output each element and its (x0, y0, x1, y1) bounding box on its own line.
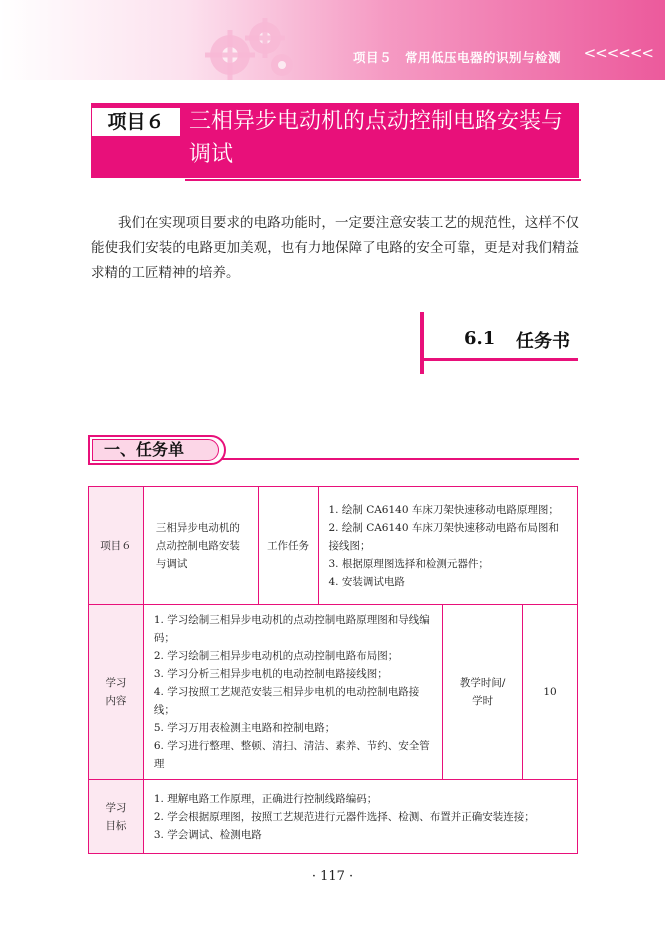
list-item: 5. 学习万用表检测主电路和控制电路； (153, 722, 336, 734)
table-row (89, 487, 578, 605)
page-header (0, 0, 665, 80)
section-number: 6.1 (464, 328, 496, 349)
task-label-cell: 工作任务 (258, 487, 318, 605)
learning-content-list (144, 605, 442, 779)
learning-goal-label: 学习 目标 (89, 780, 144, 854)
list-item: 2. 绘制 CA6140 车床刀架快速移动电路布局图和接线图； (328, 521, 559, 552)
list-item: 3. 根据原理图选择和检测元器件； (328, 557, 489, 570)
gears-decoration-icon (190, 10, 300, 80)
project-cell-label: 项目６ (89, 487, 144, 605)
task-table (88, 486, 578, 854)
list-item: 2. 学习绘制三相异步电动机的点动控制电路布局图； (153, 650, 399, 662)
list-item: 1. 理解电路工作原理，正确进行控制线路编码； (153, 792, 378, 805)
section-rule-horizontal (424, 358, 578, 361)
list-item: 4. 学习按照工艺规范安装三相异步电机的电动控制电路接线； (153, 686, 420, 716)
page-number: · 117 · (311, 869, 354, 884)
tasks-list (319, 495, 578, 597)
section-title: 任务书 (516, 331, 570, 352)
list-item: 6. 学习进行整理、整顿、清扫、清洁、素养、节约、安全管理 (153, 740, 430, 770)
intro-paragraph: 我们在实现项目要求的电路功能时，一定要注意安装工艺的规范性，这样不仅能使我们安装的电路更加美观，也有力地保障了电路的安全可靠，更是对我们精益求精的工匠精神的培养。 (91, 215, 579, 281)
learning-content-cell (143, 605, 442, 780)
tasks-cell (318, 487, 578, 605)
learning-content-label: 学习 内容 (89, 605, 144, 780)
section-rule-vertical (420, 312, 424, 374)
list-item: 3. 学会调试、检测电路 (153, 828, 262, 841)
project-title: 三相异步电动机的点动控制电路安装与调试 (189, 109, 564, 167)
list-item: 1. 绘制 CA6140 车床刀架快速移动电路原理图； (328, 503, 559, 516)
list-item: 3. 学习分析三相异步电机的电动控制电路接线图； (153, 668, 388, 680)
subsection-title: 一、任务单 (104, 440, 185, 459)
title-underline (185, 179, 581, 181)
teaching-time-label: 教学时间/ 学时 (443, 605, 523, 780)
learning-goal-list (144, 784, 577, 850)
running-title: 项目５ 常用低压电器的识别与检测 (352, 50, 561, 65)
list-item: 4. 安装调试电路 (328, 575, 405, 588)
teaching-time-value: 10 (523, 605, 578, 780)
table-row (89, 780, 578, 854)
table-row (89, 605, 578, 780)
list-item: 1. 学习绘制三相异步电动机的点动控制电路原理图和导线编码； (153, 614, 430, 644)
project-label: 项目６ (91, 107, 181, 137)
learning-goal-cell (143, 780, 577, 854)
project-name-cell: 三相异步电动机的点动控制电路安装与调试 (143, 487, 258, 605)
list-item: 2. 学会根据原理图，按照工艺规范进行元器件选择、检测、布置并正确安装连接； (153, 810, 535, 823)
chevrons-decoration: <<<<<< (583, 44, 653, 62)
